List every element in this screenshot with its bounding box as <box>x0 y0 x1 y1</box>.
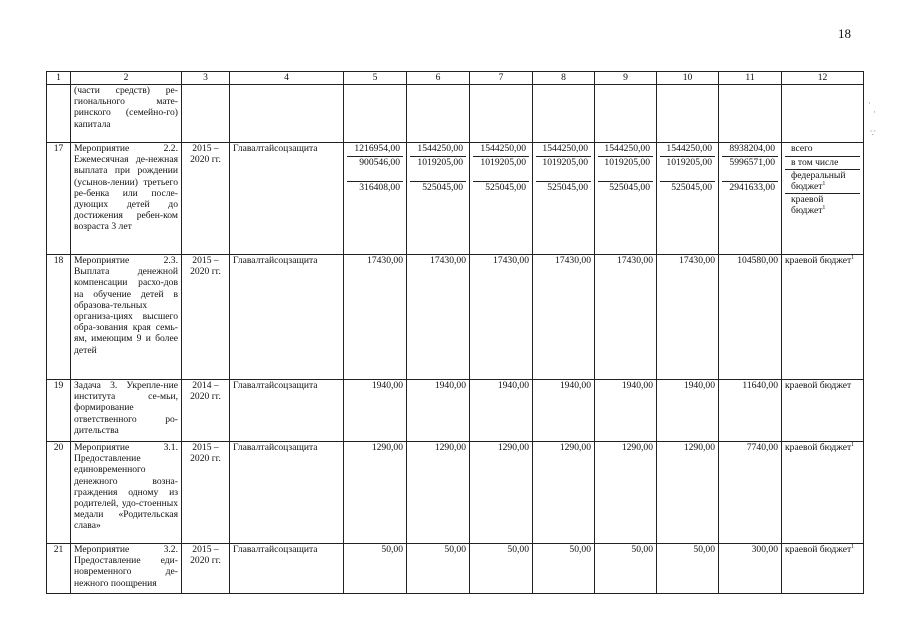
executor: Главалтайсоцзащита <box>230 442 344 544</box>
amount-total-cell: 8938204,00 5996571,00 2941633,00 <box>719 143 782 255</box>
term: 2014 – 2020 гг. <box>182 380 230 442</box>
program-budget-table <box>46 71 864 594</box>
funding-source: краевой бюджет$^1$ <box>782 442 864 544</box>
column-header: 10 <box>657 72 719 85</box>
scan-speck: · <box>873 107 876 117</box>
executor: Главалтайсоцзащита <box>230 380 344 442</box>
funding-source: федеральный бюджет$^1$ <box>785 169 860 193</box>
column-header: 4 <box>230 72 344 85</box>
table-row-continuation <box>47 85 864 143</box>
measure-name: (части средств) ре-гионального мате-ринского (семейно-го) капитала <box>71 85 182 143</box>
column-number-row <box>47 72 864 85</box>
amount-cell: 17430,00 <box>407 255 470 380</box>
table-row <box>47 255 864 380</box>
amount-cell: 1544250,00 1019205,00 525045,00 <box>595 143 657 255</box>
amount-cell: 1290,00 <box>657 442 719 544</box>
row-number: 18 <box>47 255 71 380</box>
term: 2015 – 2020 гг. <box>182 255 230 380</box>
column-header: 5 <box>344 72 407 85</box>
amount-cell: 17430,00 <box>470 255 533 380</box>
amount-cell: 50,00 <box>533 544 595 594</box>
table-row <box>47 143 864 255</box>
measure-name: Мероприятие 2.2. Ежемесячная де-нежная выплата при рождении (усынов-лении) третьего ре-бенка или после-дующих детей до достижения ребен-ком возраста 3 лет <box>71 143 182 255</box>
amount-total-cell: 11640,00 <box>719 380 782 442</box>
amount-total-cell: 104580,00 <box>719 255 782 380</box>
measure-name: Мероприятие 2.3. Выплата денежной компенсации расхо-дов на обучение детей в образова-тельных организа-циях высшего обра-зования края семь-ям, имеющим 9 и более детей <box>71 255 182 380</box>
page-number: 18 <box>838 26 851 41</box>
amount-cell: 1940,00 <box>344 380 407 442</box>
row-number: 20 <box>47 442 71 544</box>
funding-source: краевой бюджет$^1$ <box>782 255 864 380</box>
funding-source-cell <box>782 143 864 255</box>
amount-cell: 50,00 <box>470 544 533 594</box>
amount-cell: 1940,00 <box>657 380 719 442</box>
executor: Главалтайсоцзащита <box>230 143 344 255</box>
row-number: 17 <box>47 143 71 255</box>
column-header: 9 <box>595 72 657 85</box>
measure-name: Мероприятие 3.2. Предоставление еди-новременного де-нежного поощрения <box>71 544 182 594</box>
table-row <box>47 544 864 594</box>
column-header: 11 <box>719 72 782 85</box>
amount-cell: 50,00 <box>407 544 470 594</box>
scan-speck: ∵ <box>870 128 876 138</box>
funding-source: краевой бюджет <box>782 380 864 442</box>
table-row <box>47 380 864 442</box>
amount-cell: 1216954,00 900546,00 316408,00 <box>344 143 407 255</box>
funding-source: в том числе <box>785 156 860 169</box>
amount-cell: 17430,00 <box>344 255 407 380</box>
column-header: 1 <box>47 72 71 85</box>
table-row <box>47 442 864 544</box>
executor: Главалтайсоцзащита <box>230 255 344 380</box>
amount-cell: 50,00 <box>344 544 407 594</box>
amount-cell: 1940,00 <box>595 380 657 442</box>
row-number: 19 <box>47 380 71 442</box>
column-header: 12 <box>782 72 864 85</box>
amount-total-cell: 7740,00 <box>719 442 782 544</box>
amount-cell: 50,00 <box>657 544 719 594</box>
column-header: 6 <box>407 72 470 85</box>
amount-cell: 17430,00 <box>657 255 719 380</box>
funding-source: краевой бюджет$^1$ <box>782 544 864 594</box>
funding-source: всего <box>791 143 813 154</box>
measure-name: Задача 3. Укрепле-ние института се-мьи, формирование ответственного ро-дительства <box>71 380 182 442</box>
scan-speck: · <box>868 98 871 108</box>
measure-name: Мероприятие 3.1. Предоставление единовременного денежного возна-граждения одному из родителей, удо-стоенных медали «Родительская слава» <box>71 442 182 544</box>
amount-cell: 17430,00 <box>595 255 657 380</box>
amount-cell: 1290,00 <box>595 442 657 544</box>
funding-source: краевой бюджет$^1$ <box>785 193 860 216</box>
amount-cell: 1290,00 <box>470 442 533 544</box>
column-header: 2 <box>71 72 182 85</box>
amount-cell: 1290,00 <box>344 442 407 544</box>
amount-total-cell: 300,00 <box>719 544 782 594</box>
column-header: 3 <box>182 72 230 85</box>
term: 2015 – 2020 гг. <box>182 544 230 594</box>
amount-cell: 1290,00 <box>533 442 595 544</box>
amount-cell: 1544250,00 1019205,00 525045,00 <box>407 143 470 255</box>
column-header: 8 <box>533 72 595 85</box>
column-header: 7 <box>470 72 533 85</box>
amount-cell: 1940,00 <box>470 380 533 442</box>
row-number: 21 <box>47 544 71 594</box>
term: 2015 – 2020 гг. <box>182 143 230 255</box>
amount-cell: 1544250,00 1019205,00 525045,00 <box>657 143 719 255</box>
amount-cell: 1940,00 <box>533 380 595 442</box>
amount-cell: 17430,00 <box>533 255 595 380</box>
amount-cell: 1544250,00 1019205,00 525045,00 <box>470 143 533 255</box>
amount-cell: 50,00 <box>595 544 657 594</box>
term: 2015 – 2020 гг. <box>182 442 230 544</box>
amount-cell: 1290,00 <box>407 442 470 544</box>
amount-cell: 1940,00 <box>407 380 470 442</box>
amount-cell: 1544250,00 1019205,00 525045,00 <box>533 143 595 255</box>
executor: Главалтайсоцзащита <box>230 544 344 594</box>
